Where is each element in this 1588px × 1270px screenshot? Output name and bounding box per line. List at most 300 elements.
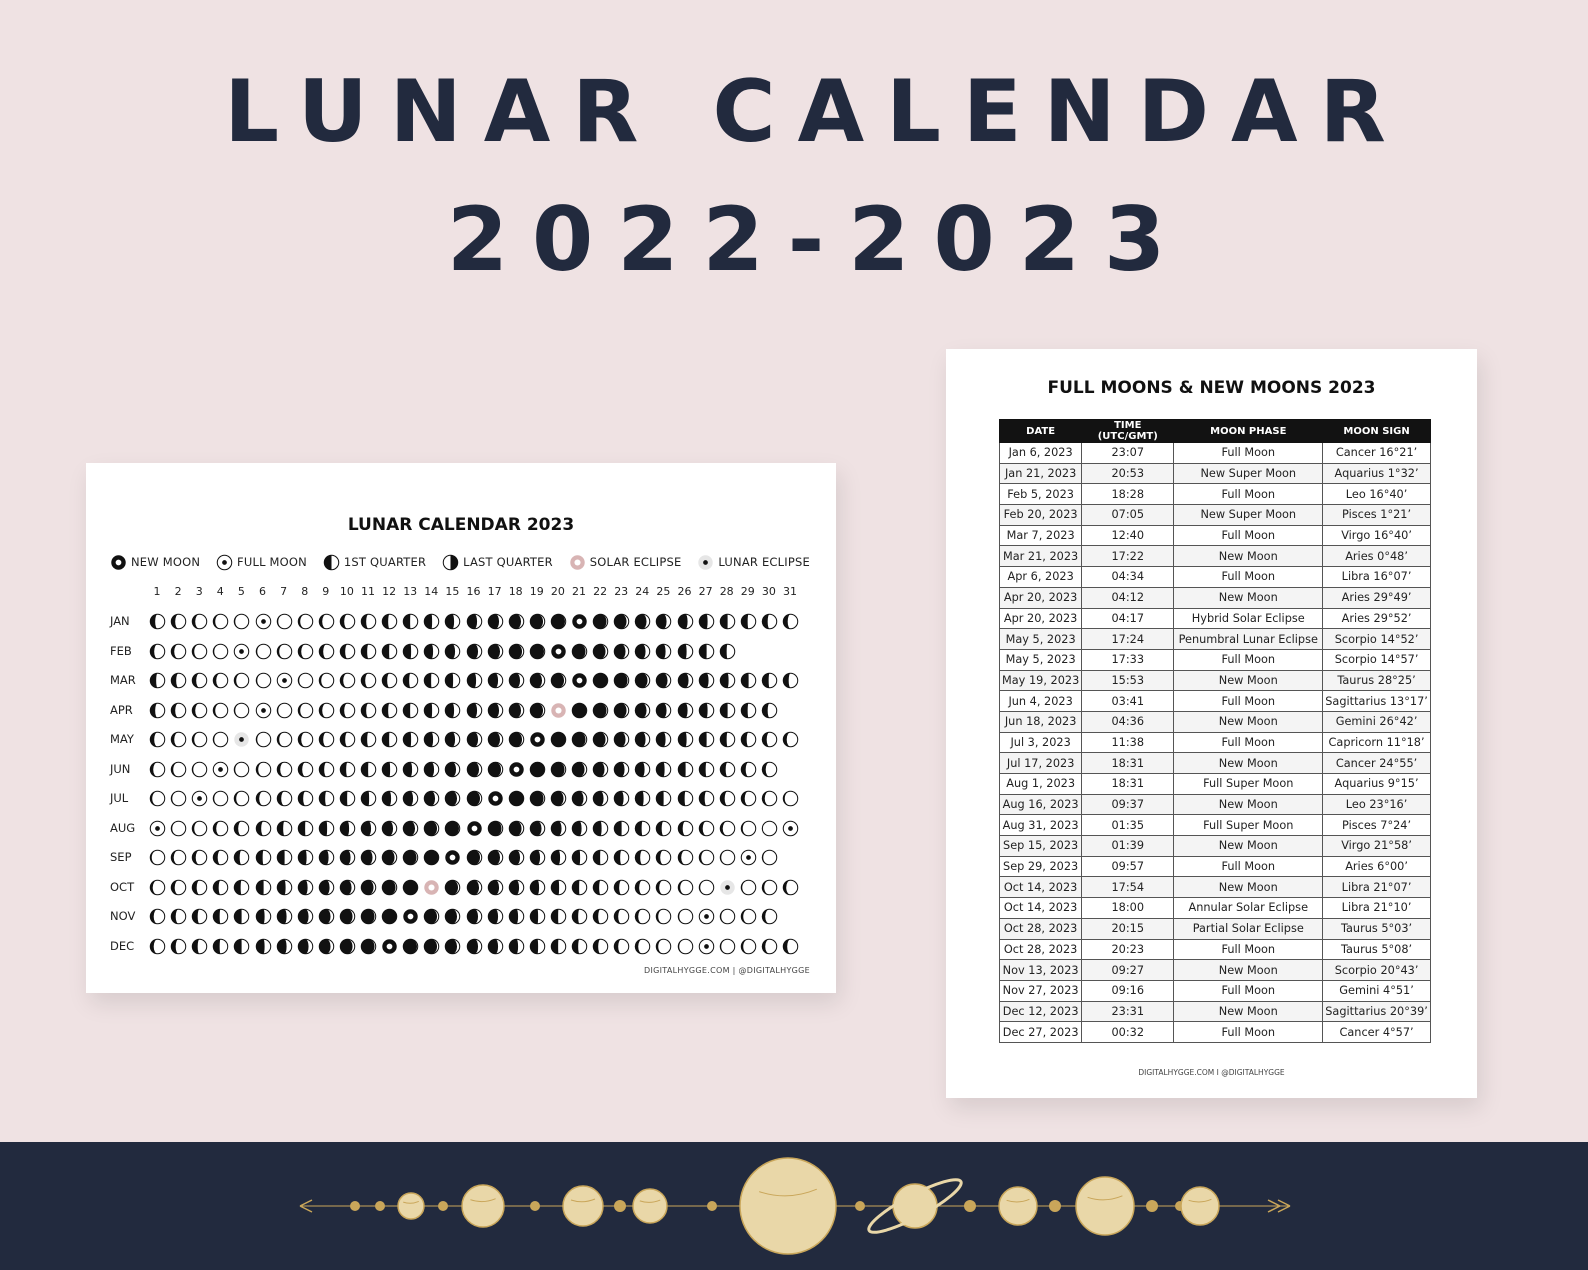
table-cell: Apr 20, 2023 bbox=[1000, 608, 1082, 629]
table-cell: 20:23 bbox=[1082, 939, 1174, 960]
moon-phase-icon bbox=[276, 790, 293, 807]
day-number: 17 bbox=[487, 585, 502, 598]
table-footer: DIGITALHYGGE.COM I @DIGITALHYGGE bbox=[1138, 1068, 1285, 1077]
moon-phase-icon bbox=[698, 643, 715, 660]
moon-phase-icon bbox=[508, 908, 525, 925]
moon-phase-icon bbox=[297, 820, 314, 837]
full-moon-icon bbox=[698, 908, 715, 925]
moon-phase-icon bbox=[170, 820, 187, 837]
orbit-dot bbox=[350, 1201, 360, 1211]
moon-phase-icon bbox=[233, 879, 250, 896]
moon-phase-icon bbox=[634, 849, 651, 866]
table-cell: New Super Moon bbox=[1174, 463, 1323, 484]
day-number: 10 bbox=[339, 585, 354, 598]
moon-phase-icon bbox=[149, 643, 166, 660]
moon-phase-icon bbox=[444, 879, 461, 896]
moon-phase-icon bbox=[719, 613, 736, 630]
table-cell: 18:31 bbox=[1082, 774, 1174, 795]
moon-phase-icon bbox=[255, 849, 272, 866]
table-row bbox=[1000, 1022, 1431, 1043]
moon-phase-icon bbox=[782, 613, 799, 630]
table-cell: Aries 0°48’ bbox=[1323, 546, 1431, 567]
moon-phase-icon bbox=[360, 672, 377, 689]
moon-phase-icon bbox=[381, 820, 398, 837]
moon-phase-icon bbox=[719, 938, 736, 955]
moon-phase-icon bbox=[508, 613, 525, 630]
moon-phase-icon bbox=[466, 790, 483, 807]
table-cell: Full Moon bbox=[1174, 691, 1323, 712]
month-label: SEP bbox=[110, 850, 132, 864]
lunar-moon-icon bbox=[233, 731, 250, 748]
moon-phase-icon bbox=[487, 908, 504, 925]
day-number: 14 bbox=[424, 585, 439, 598]
table-cell: 09:57 bbox=[1082, 856, 1174, 877]
new-moon-icon bbox=[402, 908, 419, 925]
moon-phase-icon bbox=[677, 672, 694, 689]
table-cell: Mar 21, 2023 bbox=[1000, 546, 1082, 567]
table-cell: Full Super Moon bbox=[1174, 774, 1323, 795]
solar-system-illustration bbox=[0, 1142, 1588, 1270]
moon-phase-icon bbox=[571, 820, 588, 837]
moon-phase-icon bbox=[360, 613, 377, 630]
table-cell: 18:31 bbox=[1082, 753, 1174, 774]
moon-phase-icon bbox=[613, 702, 630, 719]
moon-phase-icon bbox=[360, 731, 377, 748]
moon-phase-icon bbox=[149, 790, 166, 807]
moon-phase-icon bbox=[466, 731, 483, 748]
day-number: 4 bbox=[216, 585, 224, 598]
moon-phase-icon bbox=[297, 761, 314, 778]
day-number: 6 bbox=[259, 585, 266, 598]
moon-phase-icon bbox=[592, 761, 609, 778]
moon-phase-icon bbox=[592, 702, 609, 719]
moon-phase-icon bbox=[508, 820, 525, 837]
moon-phase-icon bbox=[297, 613, 314, 630]
table-cell: 00:32 bbox=[1082, 1022, 1174, 1043]
moon-phase-icon bbox=[571, 938, 588, 955]
orbit-dot bbox=[438, 1201, 448, 1211]
table-cell: Gemini 26°42’ bbox=[1323, 711, 1431, 732]
moon-phase-icon bbox=[212, 908, 229, 925]
moon-phase-icon bbox=[761, 820, 778, 837]
moon-phase-icon bbox=[444, 672, 461, 689]
table-row bbox=[1000, 670, 1431, 691]
moon-phase-icon bbox=[571, 761, 588, 778]
page-title-line-2: 2022-2023 bbox=[446, 188, 1190, 291]
table-cell: New Moon bbox=[1174, 711, 1323, 732]
moon-phase-icon bbox=[613, 643, 630, 660]
moon-phase-icon bbox=[318, 613, 335, 630]
table-cell: Full Moon bbox=[1174, 649, 1323, 670]
moon-phase-icon bbox=[550, 879, 567, 896]
moon-phase-icon bbox=[360, 849, 377, 866]
column-header: MOON PHASE bbox=[1174, 420, 1323, 443]
moon-phase-icon bbox=[423, 731, 440, 748]
moon-phase-icon bbox=[740, 938, 757, 955]
table-cell: 04:34 bbox=[1082, 567, 1174, 588]
planet-icon bbox=[1076, 1177, 1134, 1235]
month-label: NOV bbox=[110, 909, 136, 923]
month-label: APR bbox=[110, 702, 133, 717]
moon-phase-icon bbox=[698, 672, 715, 689]
table-cell: 20:15 bbox=[1082, 918, 1174, 939]
moon-phase-icon bbox=[149, 879, 166, 896]
moon-phase-icon bbox=[381, 761, 398, 778]
table-cell: Leo 23°16’ bbox=[1323, 794, 1431, 815]
moon-phase-icon bbox=[719, 761, 736, 778]
table-cell: Aquarius 9°15’ bbox=[1323, 774, 1431, 795]
moon-phase-icon bbox=[297, 643, 314, 660]
table-row bbox=[1000, 774, 1431, 795]
table-cell: 07:05 bbox=[1082, 505, 1174, 526]
planet-icon bbox=[462, 1185, 504, 1227]
moon-phase-icon bbox=[381, 908, 398, 925]
moon-phase-icon bbox=[655, 908, 672, 925]
moon-phase-icon bbox=[529, 702, 546, 719]
solar-moon-icon bbox=[423, 879, 440, 896]
moon-phase-icon bbox=[761, 908, 778, 925]
moon-phase-icon bbox=[487, 702, 504, 719]
table-cell: Jan 21, 2023 bbox=[1000, 463, 1082, 484]
new-moon-icon bbox=[444, 849, 461, 866]
table-cell: Penumbral Lunar Eclipse bbox=[1174, 629, 1323, 650]
moon-phase-icon bbox=[191, 702, 208, 719]
moon-phase-icon bbox=[423, 643, 440, 660]
new-moon-icon bbox=[487, 790, 504, 807]
moon-phase-icon bbox=[571, 702, 588, 719]
moon-phase-icon bbox=[170, 790, 187, 807]
moon-phase-icon bbox=[170, 938, 187, 955]
moon-phase-icon bbox=[677, 613, 694, 630]
table-row bbox=[1000, 980, 1431, 1001]
moon-phase-icon bbox=[655, 938, 672, 955]
moon-phase-icon bbox=[297, 672, 314, 689]
moon-phase-icon bbox=[655, 731, 672, 748]
planet-icon bbox=[398, 1193, 424, 1219]
moon-phase-icon bbox=[592, 672, 609, 689]
moon-phase-icon bbox=[297, 849, 314, 866]
moon-phase-icon bbox=[613, 731, 630, 748]
table-cell: 11:38 bbox=[1082, 732, 1174, 753]
moon-phase-icon bbox=[592, 938, 609, 955]
moon-phase-icon bbox=[740, 613, 757, 630]
moon-phase-icon bbox=[381, 731, 398, 748]
moon-phase-icon bbox=[360, 879, 377, 896]
day-number: 22 bbox=[593, 585, 608, 598]
moon-phase-icon bbox=[529, 849, 546, 866]
table-cell: 03:41 bbox=[1082, 691, 1174, 712]
moon-phase-icon bbox=[592, 849, 609, 866]
table-cell: New Moon bbox=[1174, 587, 1323, 608]
moon-phase-icon bbox=[381, 702, 398, 719]
moon-phase-icon bbox=[402, 938, 419, 955]
table-cell: New Moon bbox=[1174, 877, 1323, 898]
month-label: JUL bbox=[110, 791, 129, 805]
legend-label: 1ST QUARTER bbox=[343, 555, 427, 569]
table-row bbox=[1000, 649, 1431, 670]
moon-phase-icon bbox=[466, 672, 483, 689]
table-cell: Sagittarius 13°17’ bbox=[1323, 691, 1431, 712]
moon-phase-icon bbox=[360, 761, 377, 778]
lunar-moon-icon bbox=[719, 879, 736, 896]
moon-phase-icon bbox=[297, 938, 314, 955]
moon-phase-icon bbox=[740, 672, 757, 689]
day-number: 30 bbox=[761, 585, 776, 598]
day-number: 11 bbox=[361, 585, 375, 598]
moon-phase-icon bbox=[466, 908, 483, 925]
table-cell: Feb 20, 2023 bbox=[1000, 505, 1082, 526]
moon-phase-icon bbox=[191, 672, 208, 689]
moon-phase-icon bbox=[550, 613, 567, 630]
new-moon-icon bbox=[571, 672, 588, 689]
moon-phase-icon bbox=[466, 938, 483, 955]
table-cell: Full Moon bbox=[1174, 980, 1323, 1001]
moon-phase-icon bbox=[318, 879, 335, 896]
table-cell: Apr 20, 2023 bbox=[1000, 587, 1082, 608]
moon-phase-icon bbox=[466, 849, 483, 866]
table-cell: Aries 6°00’ bbox=[1323, 856, 1431, 877]
moon-phase-icon bbox=[423, 820, 440, 837]
moon-phase-icon bbox=[655, 672, 672, 689]
moon-phase-icon bbox=[655, 643, 672, 660]
moon-phase-icon bbox=[761, 613, 778, 630]
table-row bbox=[1000, 732, 1431, 753]
moon-phase-icon bbox=[634, 761, 651, 778]
moon-phase-icon bbox=[698, 790, 715, 807]
moon-phase-icon bbox=[402, 731, 419, 748]
month-label: MAY bbox=[110, 732, 134, 746]
table-cell: 09:16 bbox=[1082, 980, 1174, 1001]
moon-phase-icon bbox=[360, 938, 377, 955]
table-cell: 17:22 bbox=[1082, 546, 1174, 567]
table-cell: Scorpio 20°43’ bbox=[1323, 960, 1431, 981]
moon-phase-icon bbox=[212, 879, 229, 896]
planet-icon bbox=[633, 1189, 667, 1223]
moon-phase-icon bbox=[170, 849, 187, 866]
table-row bbox=[1000, 525, 1431, 546]
table-cell: Virgo 16°40’ bbox=[1323, 525, 1431, 546]
moon-phase-icon bbox=[212, 672, 229, 689]
table-cell: 04:36 bbox=[1082, 711, 1174, 732]
moon-phase-icon bbox=[318, 643, 335, 660]
table-cell: Full Moon bbox=[1174, 525, 1323, 546]
moon-phase-icon bbox=[655, 849, 672, 866]
moon-phase-icon bbox=[592, 879, 609, 896]
table-cell: 09:37 bbox=[1082, 794, 1174, 815]
moon-phase-icon bbox=[444, 938, 461, 955]
table-cell: Libra 21°10’ bbox=[1323, 898, 1431, 919]
moon-phase-icon bbox=[360, 702, 377, 719]
moon-phase-icon bbox=[508, 849, 525, 866]
moon-phase-icon bbox=[444, 643, 461, 660]
table-cell: 18:28 bbox=[1082, 484, 1174, 505]
table-row bbox=[1000, 815, 1431, 836]
legend-label: LUNAR ECLIPSE bbox=[718, 555, 810, 569]
moon-phase-icon bbox=[233, 702, 250, 719]
moon-phase-icon bbox=[592, 613, 609, 630]
table-cell: 17:24 bbox=[1082, 629, 1174, 650]
moon-phase-icon bbox=[318, 790, 335, 807]
moon-phase-icon bbox=[255, 938, 272, 955]
table-cell: 20:53 bbox=[1082, 463, 1174, 484]
table-cell: Full Moon bbox=[1174, 443, 1323, 464]
moon-phase-icon bbox=[255, 908, 272, 925]
moon-phase-icon bbox=[677, 702, 694, 719]
orbit-dot bbox=[855, 1201, 865, 1211]
table-cell: Scorpio 14°57’ bbox=[1323, 649, 1431, 670]
moon-phase-icon bbox=[550, 820, 567, 837]
moon-phase-icon bbox=[761, 938, 778, 955]
table-cell: New Moon bbox=[1174, 670, 1323, 691]
moon-phase-icon bbox=[423, 938, 440, 955]
table-cell: Oct 14, 2023 bbox=[1000, 898, 1082, 919]
moon-phase-icon bbox=[782, 938, 799, 955]
moon-phase-icon bbox=[297, 702, 314, 719]
table-cell: Nov 27, 2023 bbox=[1000, 980, 1082, 1001]
table-cell: 04:12 bbox=[1082, 587, 1174, 608]
moon-phase-icon bbox=[381, 790, 398, 807]
moon-phase-icon bbox=[402, 761, 419, 778]
moon-phase-icon bbox=[634, 790, 651, 807]
moon-phase-icon bbox=[550, 938, 567, 955]
table-cell: Scorpio 14°52’ bbox=[1323, 629, 1431, 650]
moon-phase-icon bbox=[761, 672, 778, 689]
legend-label: NEW MOON bbox=[131, 555, 201, 569]
table-cell: 18:00 bbox=[1082, 898, 1174, 919]
moon-phase-icon bbox=[255, 879, 272, 896]
table-cell: Jun 18, 2023 bbox=[1000, 711, 1082, 732]
moon-phase-icon bbox=[360, 908, 377, 925]
moon-phase-icon bbox=[550, 731, 567, 748]
moon-phase-icon bbox=[592, 731, 609, 748]
table-cell: 01:35 bbox=[1082, 815, 1174, 836]
day-number: 16 bbox=[466, 585, 481, 598]
moon-phase-icon bbox=[508, 643, 525, 660]
moon-phase-icon bbox=[149, 938, 166, 955]
moon-phase-icon bbox=[255, 761, 272, 778]
moon-phase-icon bbox=[740, 820, 757, 837]
moon-phase-icon bbox=[571, 879, 588, 896]
new-moon-icon bbox=[550, 643, 567, 660]
table-cell: Pisces 1°21’ bbox=[1323, 505, 1431, 526]
table-row bbox=[1000, 587, 1431, 608]
moon-phase-icon bbox=[402, 672, 419, 689]
table-cell: Cancer 4°57’ bbox=[1323, 1022, 1431, 1043]
table-row bbox=[1000, 546, 1431, 567]
moon-phase-icon bbox=[212, 820, 229, 837]
table-cell: Aquarius 1°32’ bbox=[1323, 463, 1431, 484]
moon-phase-icon bbox=[740, 908, 757, 925]
moon-phase-icon bbox=[655, 702, 672, 719]
moon-phase-icon bbox=[782, 672, 799, 689]
moon-phase-icon bbox=[339, 702, 356, 719]
table-cell: 17:54 bbox=[1082, 877, 1174, 898]
moon-phase-icon bbox=[212, 613, 229, 630]
moon-phase-icon bbox=[655, 790, 672, 807]
moon-phase-icon bbox=[677, 790, 694, 807]
moon-phase-icon bbox=[444, 790, 461, 807]
table-cell: Cancer 16°21’ bbox=[1323, 443, 1431, 464]
moon-phase-icon bbox=[761, 879, 778, 896]
moon-phase-icon bbox=[170, 672, 187, 689]
moon-phase-icon bbox=[255, 790, 272, 807]
moon-phase-icon bbox=[529, 908, 546, 925]
moon-phase-icon bbox=[782, 879, 799, 896]
moon-phase-icon bbox=[719, 849, 736, 866]
moon-phase-icon bbox=[719, 672, 736, 689]
table-cell: Jul 3, 2023 bbox=[1000, 732, 1082, 753]
moon-phase-icon bbox=[339, 820, 356, 837]
column-header: MOON SIGN bbox=[1323, 420, 1431, 443]
day-number: 19 bbox=[529, 585, 544, 598]
moon-phase-icon bbox=[339, 938, 356, 955]
orbit-dot bbox=[1146, 1200, 1158, 1212]
table-cell: May 19, 2023 bbox=[1000, 670, 1082, 691]
moon-phase-icon bbox=[423, 790, 440, 807]
full-moon-icon bbox=[149, 820, 166, 837]
table-cell: New Moon bbox=[1174, 753, 1323, 774]
moon-phase-icon bbox=[297, 731, 314, 748]
moon-phase-icon bbox=[170, 908, 187, 925]
moon-phase-icon bbox=[191, 731, 208, 748]
moon-phase-icon bbox=[487, 672, 504, 689]
moon-phase-icon bbox=[233, 908, 250, 925]
moon-phase-icon bbox=[761, 731, 778, 748]
day-number: 3 bbox=[195, 585, 203, 598]
table-cell: Oct 28, 2023 bbox=[1000, 939, 1082, 960]
moon-phase-icon bbox=[318, 672, 335, 689]
moon-phase-icon bbox=[677, 820, 694, 837]
moon-phase-icon bbox=[423, 702, 440, 719]
solar-moon-icon bbox=[550, 702, 567, 719]
table-cell: Oct 14, 2023 bbox=[1000, 877, 1082, 898]
moon-phase-icon bbox=[698, 761, 715, 778]
new-moon-icon bbox=[381, 938, 398, 955]
day-number: 24 bbox=[635, 585, 650, 598]
moon-phase-icon bbox=[170, 613, 187, 630]
moon-phase-icon bbox=[677, 761, 694, 778]
table-row bbox=[1000, 898, 1431, 919]
moon-phase-icon bbox=[571, 849, 588, 866]
moon-phase-icon bbox=[613, 908, 630, 925]
moon-phase-icon bbox=[339, 731, 356, 748]
day-number: 8 bbox=[301, 585, 309, 598]
day-number: 13 bbox=[403, 585, 418, 598]
moon-phase-icon bbox=[487, 849, 504, 866]
moon-table-card bbox=[946, 349, 1477, 1098]
moon-phase-icon bbox=[339, 790, 356, 807]
orbit-dot bbox=[375, 1201, 385, 1211]
saturn-icon bbox=[893, 1184, 937, 1228]
moon-phase-icon bbox=[677, 879, 694, 896]
table-cell: 09:27 bbox=[1082, 960, 1174, 981]
moon-phase-icon bbox=[191, 613, 208, 630]
moon-phase-icon bbox=[276, 643, 293, 660]
moon-phase-icon bbox=[402, 790, 419, 807]
moon-phase-icon bbox=[487, 938, 504, 955]
moon-phase-icon bbox=[276, 938, 293, 955]
table-row bbox=[1000, 711, 1431, 732]
table-row bbox=[1000, 960, 1431, 981]
moon-phase-icon bbox=[212, 938, 229, 955]
moon-phase-icon bbox=[191, 879, 208, 896]
moon-phase-icon bbox=[655, 879, 672, 896]
moon-phase-icon bbox=[487, 879, 504, 896]
lunar-calendar-card bbox=[86, 463, 836, 993]
calendar-title: LUNAR CALENDAR 2023 bbox=[347, 515, 575, 535]
moon-phase-icon bbox=[782, 790, 799, 807]
moon-phase-icon bbox=[339, 643, 356, 660]
